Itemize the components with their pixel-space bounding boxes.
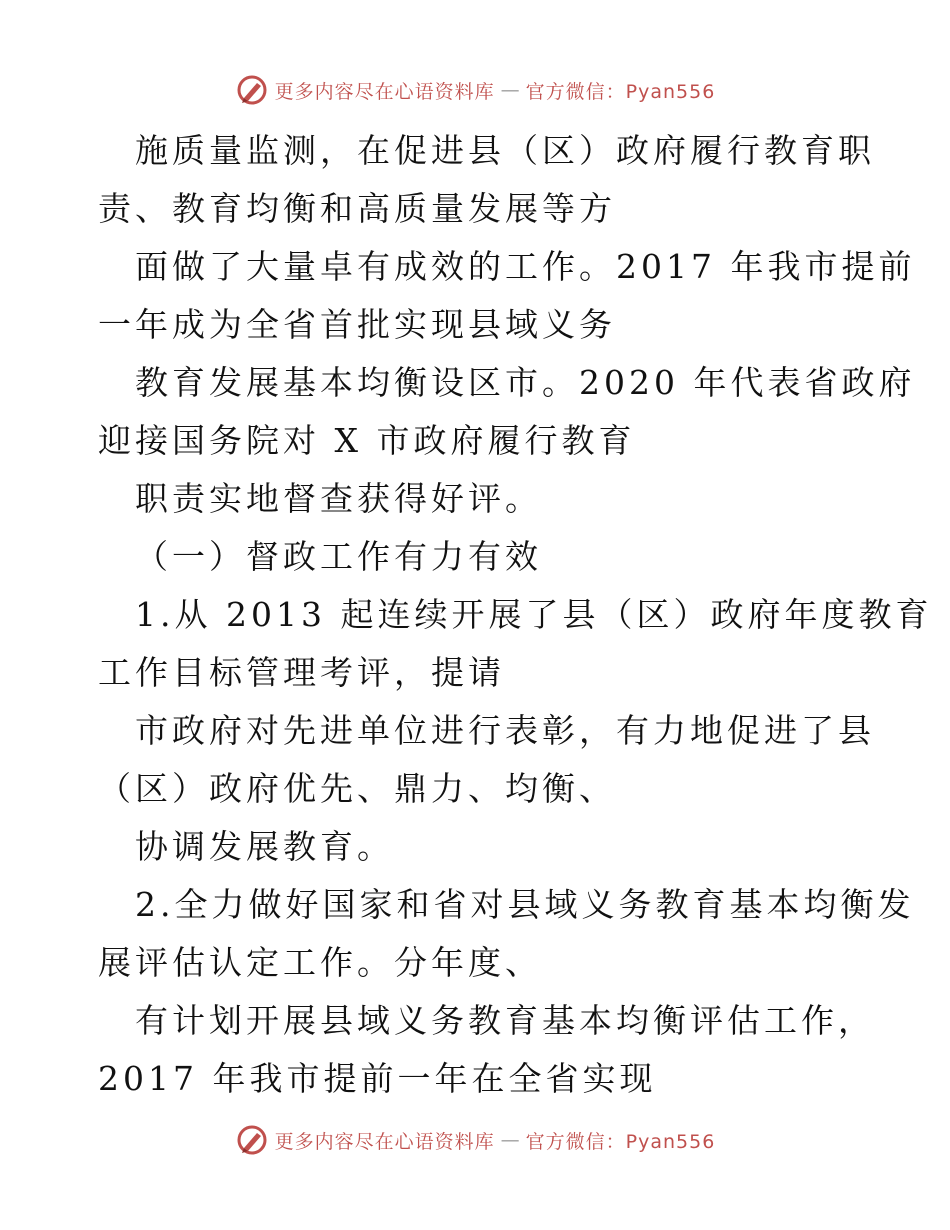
footer-watermark — [0, 1120, 950, 1160]
document-body — [98, 122, 933, 1108]
text-line: 面做了大量卓有成效的工作。2017 年我市提前 — [135, 247, 916, 286]
watermark-separator: — — [500, 1129, 520, 1151]
pen-logo-icon — [235, 1123, 269, 1157]
text-line: 工作目标管理考评，提请 — [98, 653, 505, 692]
text-line: 教育发展基本均衡设区市。2020 年代表省政府 — [135, 363, 916, 402]
text-line: 迎接国务院对 X 市政府履行教育 — [98, 421, 636, 460]
header-watermark — [0, 70, 950, 110]
text-line: 有计划开展县域义务教育基本均衡评估工作， — [135, 1001, 875, 1040]
text-line: 施质量监测，在促进县（区）政府履行教育职 — [135, 131, 875, 170]
watermark-separator: — — [500, 79, 520, 101]
watermark-wechat-text: 官方微信：Pyan556 — [525, 1130, 716, 1153]
text-line: 展评估认定工作。分年度、 — [98, 943, 542, 982]
text-line: 市政府对先进单位进行表彰，有力地促进了县 — [135, 711, 875, 750]
text-line: 责、教育均衡和高质量发展等方 — [98, 189, 616, 228]
text-line: 协调发展教育。 — [135, 827, 394, 866]
text-line: （区）政府优先、鼎力、均衡、 — [98, 769, 616, 808]
text-line: 1.从 2013 起连续开展了县（区）政府年度教育 — [135, 595, 933, 634]
watermark-site-text: 更多内容尽在心语资料库 — [274, 80, 495, 103]
text-line: 2.全力做好国家和省对县域义务教育基本均衡发 — [135, 885, 915, 924]
text-line: 一年成为全省首批实现县域义务 — [98, 305, 616, 344]
text-line: 职责实地督查获得好评。 — [135, 479, 542, 518]
watermark-site-text: 更多内容尽在心语资料库 — [274, 1130, 495, 1153]
watermark-wechat-text: 官方微信：Pyan556 — [525, 80, 716, 103]
section-heading: （一）督政工作有力有效 — [135, 537, 542, 576]
pen-logo-icon — [235, 73, 269, 107]
text-line: 2017 年我市提前一年在全省实现 — [98, 1059, 657, 1098]
